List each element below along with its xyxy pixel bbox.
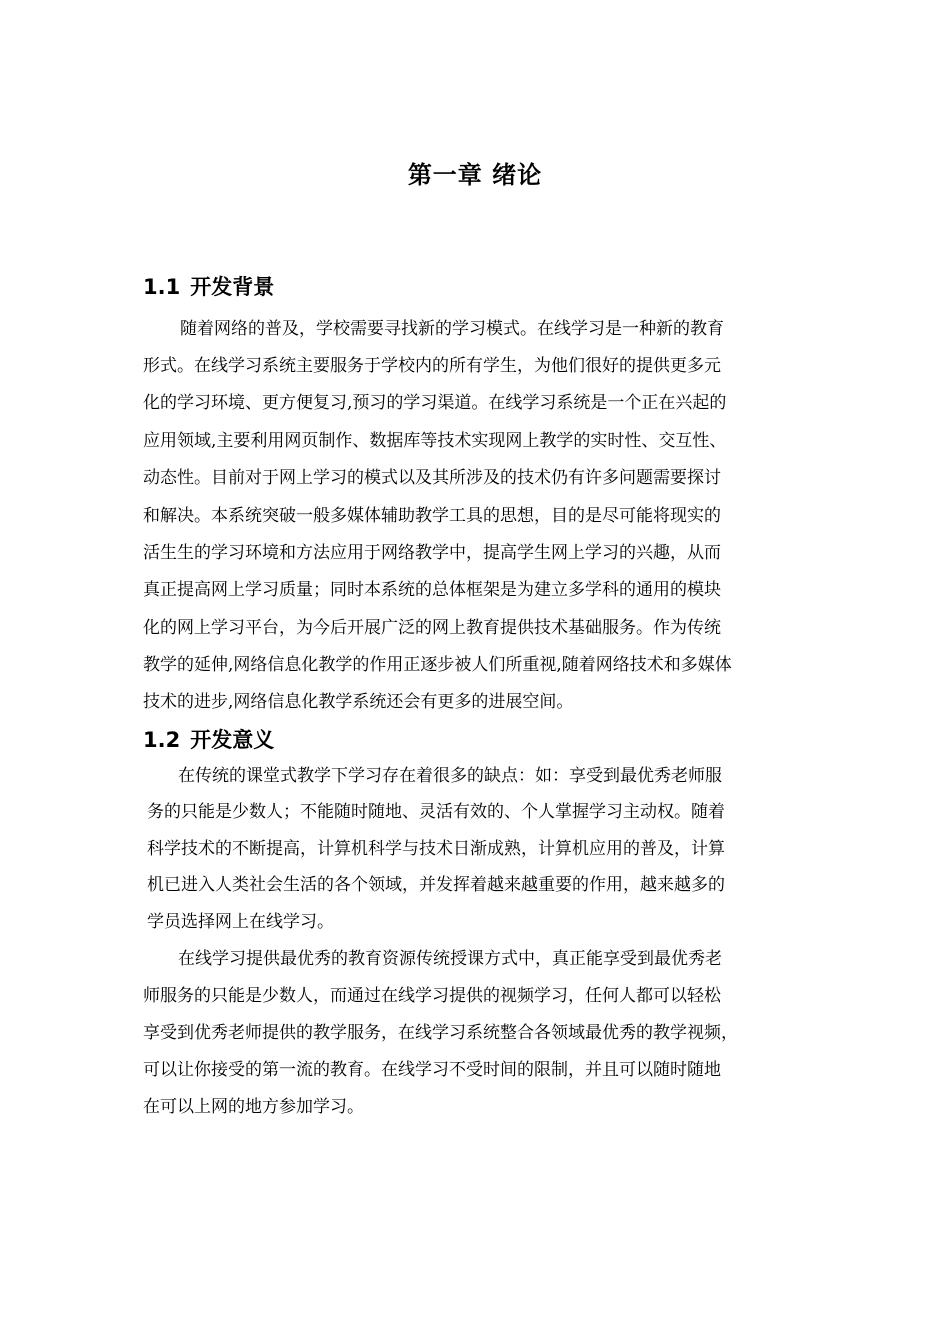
paragraph-line: 可以让你接受的第一流的教育。在线学习不受时间的限制，并且可以随时随地	[143, 1060, 721, 1080]
section-title: 开发背景	[190, 275, 275, 299]
section-number: 1.2	[143, 728, 181, 752]
paragraph-line: 科学技术的不断提高，计算机科学与技术日渐成熟，计算机应用的普及，计算	[147, 839, 725, 859]
paragraph-line: 形式。在线学习系统主要服务于学校内的所有学生，为他们很好的提供更多元	[143, 356, 721, 376]
paragraph-line: 活生生的学习环境和方法应用于网络教学中，提高学生网上学习的兴趣，从而	[143, 543, 721, 563]
paragraph-line: 务的只能是少数人；不能随时随地、灵活有效的、个人掌握学习主动权。随着	[147, 802, 725, 822]
paragraph-line: 机已进入人类社会生活的各个领域，并发挥着越来越重要的作用，越来越多的	[147, 875, 725, 895]
paragraph-line: 在可以上网的地方参加学习。	[143, 1097, 364, 1117]
paragraph-line: 化的网上学习平台，为今后开展广泛的网上教育提供技术基础服务。作为传统	[143, 618, 721, 638]
section-heading-1-1	[143, 272, 274, 302]
paragraph-line: 教学的延伸,网络信息化教学的作用正逐步被人们所重视,随着网络技术和多媒体	[143, 655, 732, 675]
paragraph-line: 享受到优秀老师提供的教学服务，在线学习系统整合各领域最优秀的教学视频，	[143, 1023, 738, 1043]
section-number: 1.1	[143, 275, 181, 299]
paragraph-line: 真正提高网上学习质量；同时本系统的总体框架是为建立多学科的通用的模块	[143, 580, 721, 600]
section-heading-1-2	[143, 725, 274, 755]
paragraph-line: 化的学习环境、更方便复习,预习的学习渠道。在线学习系统是一个正在兴起的	[143, 393, 727, 413]
paragraph-line: 学员选择网上在线学习。	[147, 912, 334, 932]
paragraph-line: 和解决。本系统突破一般多媒体辅助教学工具的思想，目的是尽可能将现实的	[143, 506, 721, 526]
paragraph-line: 随着网络的普及，学校需要寻找新的学习模式。在线学习是一种新的教育	[180, 319, 724, 339]
paragraph-line: 在传统的课堂式教学下学习存在着很多的缺点：如：享受到最优秀老师服	[178, 766, 722, 786]
chapter-title: 第一章 绪论	[407, 161, 543, 189]
paragraph-line: 技术的进步,网络信息化教学系统还会有更多的进展空间。	[143, 692, 574, 712]
paragraph-line: 师服务的只能是少数人，而通过在线学习提供的视频学习，任何人都可以轻松	[143, 986, 721, 1006]
paragraph-line: 在线学习提供最优秀的教育资源传统授课方式中，真正能享受到最优秀老	[178, 949, 722, 969]
paragraph-line: 应用领域,主要利用网页制作、数据库等技术实现网上教学的实时性、交互性、	[143, 431, 727, 451]
paragraph-line: 动态性。目前对于网上学习的模式以及其所涉及的技术仍有许多问题需要探讨	[143, 468, 721, 488]
section-title: 开发意义	[190, 728, 275, 752]
